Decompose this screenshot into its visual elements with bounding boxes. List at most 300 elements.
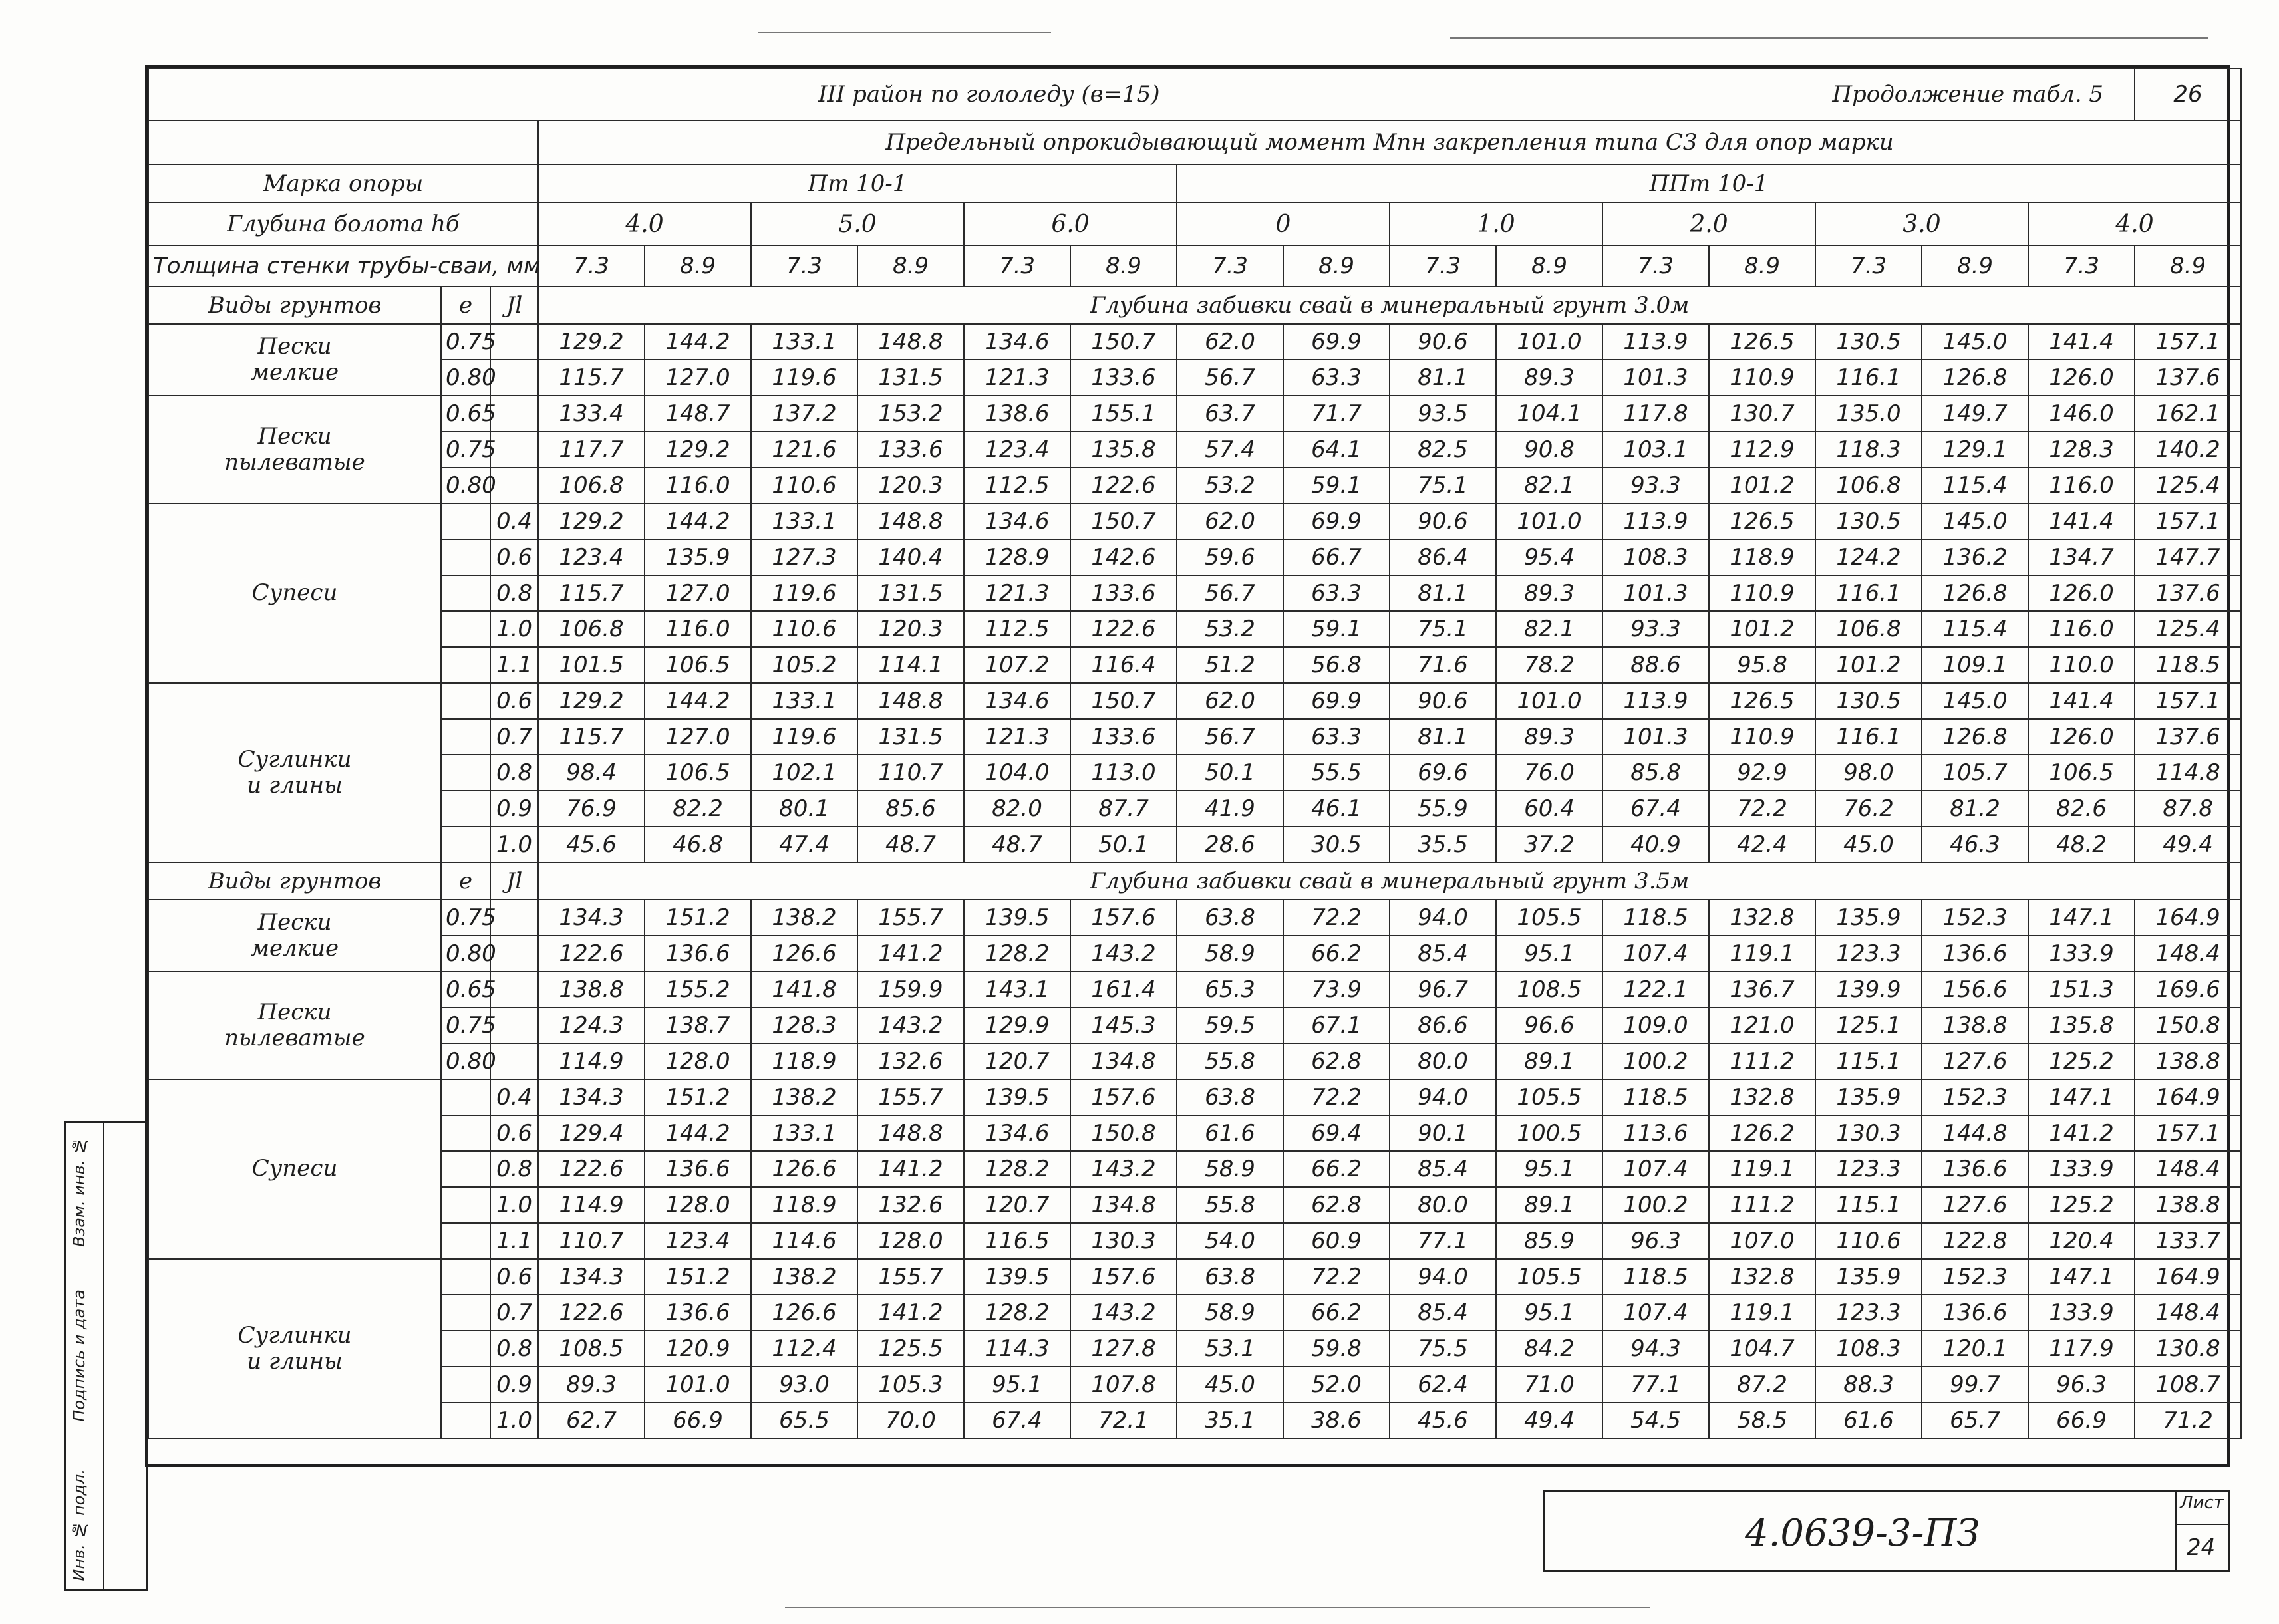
soil-type-name [148,324,441,396]
moment-value: 96.3 [1602,1223,1709,1259]
moment-value: 123.3 [1815,936,1922,972]
moment-value: 123.3 [1815,1295,1922,1331]
wall-thickness-value: 8.9 [1496,245,1602,287]
moment-value: 61.6 [1177,1115,1283,1151]
soil-type-line: Пески [257,998,332,1025]
moment-value: 111.2 [1709,1043,1815,1079]
moment-value: 58.5 [1709,1403,1815,1438]
moment-value: 134.6 [964,683,1070,719]
moment-value: 118.5 [1602,900,1709,936]
region-title: III район по гололеду (в=15) [818,81,1160,108]
moment-value: 66.2 [1283,1151,1390,1187]
table-row [148,360,2241,396]
moment-value: 148.4 [2135,936,2241,972]
moment-value: 139.5 [964,900,1070,936]
liquidity-value: 0.8 [490,755,538,791]
moment-value: 128.9 [964,539,1070,575]
moment-value: 90.1 [1390,1115,1496,1151]
moment-value: 122.6 [538,1295,645,1331]
moment-value: 113.0 [1070,755,1177,791]
moment-value: 118.5 [2135,647,2241,683]
moment-value: 110.0 [2028,647,2135,683]
wall-thickness-value: 7.3 [751,245,857,287]
moment-value: 51.2 [1177,647,1283,683]
liquidity-value: 0.6 [490,1259,538,1295]
il-label: Jl [490,287,538,324]
moment-value: 77.1 [1602,1367,1709,1403]
porosity-value [441,539,490,575]
moment-value: 69.4 [1283,1115,1390,1151]
moment-value: 162.1 [2135,396,2241,432]
moment-value: 82.1 [1496,468,1602,503]
table-row [148,539,2241,575]
moment-value: 125.1 [1815,1008,1922,1043]
moment-value: 133.1 [751,503,857,539]
moment-value: 126.8 [1922,719,2028,755]
moment-value: 169.6 [2135,972,2241,1008]
moment-value: 90.6 [1390,683,1496,719]
moment-value: 80.1 [751,791,857,827]
moment-value: 115.7 [538,575,645,611]
moment-value: 56.7 [1177,575,1283,611]
liquidity-value [490,396,538,432]
soil-type-line: мелкие [250,935,339,962]
liquidity-value: 1.0 [490,1403,538,1438]
moment-value: 144.2 [645,324,751,360]
moment-value: 119.1 [1709,1151,1815,1187]
moment-value: 116.0 [2028,611,2135,647]
soil-type-line: и глины [247,772,343,799]
wall-thickness-value: 8.9 [1709,245,1815,287]
moment-value: 112.9 [1709,432,1815,468]
moment-value: 164.9 [2135,900,2241,936]
moment-value: 61.6 [1815,1403,1922,1438]
moment-value: 53.1 [1177,1331,1283,1367]
moment-value: 148.4 [2135,1295,2241,1331]
soil-type-line: мелкие [250,359,339,386]
table-row [148,1367,2241,1403]
moment-value: 72.2 [1283,1259,1390,1295]
moment-value: 59.1 [1283,611,1390,647]
moment-value: 148.8 [857,324,964,360]
moment-value: 114.9 [538,1187,645,1223]
moment-value: 108.7 [2135,1367,2241,1403]
moment-value: 30.5 [1283,827,1390,863]
moment-value: 133.6 [857,432,964,468]
table-row [148,1223,2241,1259]
moment-value: 28.6 [1177,827,1283,863]
swamp-depth-value: 5.0 [751,203,964,245]
liquidity-value: 0.8 [490,1151,538,1187]
liquidity-value: 0.7 [490,719,538,755]
liquidity-value [490,1008,538,1043]
table-row [148,827,2241,863]
liquidity-value [490,360,538,396]
moment-value: 148.8 [857,503,964,539]
moment-value: 128.2 [964,936,1070,972]
liquidity-value: 0.9 [490,791,538,827]
moment-table [148,68,2242,1439]
moment-value: 62.0 [1177,683,1283,719]
moment-value: 137.2 [751,396,857,432]
moment-value: 84.2 [1496,1331,1602,1367]
moment-value: 58.9 [1177,1295,1283,1331]
moment-value: 144.8 [1922,1115,2028,1151]
e-label: е [441,863,490,900]
moment-value: 81.2 [1922,791,2028,827]
moment-value: 54.0 [1177,1223,1283,1259]
moment-value: 105.2 [751,647,857,683]
moment-value: 120.7 [964,1043,1070,1079]
moment-value: 35.1 [1177,1403,1283,1438]
moment-value: 157.1 [2135,324,2241,360]
moment-value: 150.8 [2135,1008,2241,1043]
moment-value: 107.8 [1070,1367,1177,1403]
moment-value: 107.4 [1602,936,1709,972]
moment-value: 129.2 [645,432,751,468]
moment-value: 138.8 [2135,1043,2241,1079]
moment-value: 124.3 [538,1008,645,1043]
moment-value: 65.5 [751,1403,857,1438]
table-row [148,1151,2241,1187]
moment-value: 119.6 [751,575,857,611]
moment-value: 110.6 [1815,1223,1922,1259]
moment-value: 88.3 [1815,1367,1922,1403]
moment-value: 116.0 [2028,468,2135,503]
moment-value: 126.5 [1709,324,1815,360]
moment-value: 45.6 [538,827,645,863]
moment-value: 88.6 [1602,647,1709,683]
moment-value: 150.7 [1070,503,1177,539]
moment-value: 120.3 [857,468,964,503]
moment-value: 106.5 [2028,755,2135,791]
moment-value: 150.7 [1070,683,1177,719]
moment-value: 101.0 [1496,503,1602,539]
moment-value: 72.2 [1709,791,1815,827]
moment-value: 63.3 [1283,575,1390,611]
porosity-value [441,1187,490,1223]
moment-value: 96.3 [2028,1367,2135,1403]
porosity-value [441,827,490,863]
section-title: Глубина забивки свай в минеральный грунт 3.5м [538,863,2241,900]
moment-value: 56.8 [1283,647,1390,683]
moment-value: 107.0 [1709,1223,1815,1259]
moment-value: 127.0 [645,575,751,611]
porosity-value [441,1331,490,1367]
moment-value: 122.8 [1922,1223,2028,1259]
moment-value: 113.9 [1602,324,1709,360]
moment-value: 66.2 [1283,1295,1390,1331]
porosity-value [441,1115,490,1151]
moment-value: 118.9 [751,1043,857,1079]
liquidity-value: 0.6 [490,539,538,575]
moment-value: 122.6 [538,936,645,972]
moment-value: 129.1 [1922,432,2028,468]
moment-value: 89.3 [1496,719,1602,755]
table-row [148,503,2241,539]
moment-value: 145.3 [1070,1008,1177,1043]
moment-value: 140.2 [2135,432,2241,468]
moment-value: 95.1 [964,1367,1070,1403]
moment-value: 67.4 [964,1403,1070,1438]
porosity-value [441,683,490,719]
moment-value: 71.7 [1283,396,1390,432]
moment-value: 85.8 [1602,755,1709,791]
moment-value: 102.1 [751,755,857,791]
wall-thickness-value: 8.9 [645,245,751,287]
table-row [148,900,2241,936]
moment-value: 87.8 [2135,791,2241,827]
moment-value: 81.1 [1390,360,1496,396]
moment-value: 48.2 [2028,827,2135,863]
moment-value: 130.8 [2135,1331,2241,1367]
porosity-value: 0.80 [441,1043,490,1079]
moment-value: 89.3 [1496,575,1602,611]
moment-value: 101.0 [645,1367,751,1403]
table-row [148,1187,2241,1223]
moment-value: 128.3 [751,1008,857,1043]
moment-value: 134.8 [1070,1187,1177,1223]
moment-value: 147.1 [2028,1079,2135,1115]
soil-type-line: Суглинки [237,1321,352,1349]
moment-value: 134.7 [2028,539,2135,575]
table-row [148,719,2241,755]
moment-value: 35.5 [1390,827,1496,863]
moment-value: 157.1 [2135,683,2241,719]
moment-value: 121.0 [1709,1008,1815,1043]
sign-label: Подпись и дата [70,1289,88,1422]
moment-value: 100.2 [1602,1043,1709,1079]
moment-value: 81.1 [1390,575,1496,611]
liquidity-value: 0.8 [490,1331,538,1367]
moment-value: 141.2 [2028,1115,2135,1151]
soil-type-name [148,972,441,1079]
moment-value: 95.1 [1496,1151,1602,1187]
moment-value: 114.3 [964,1331,1070,1367]
moment-value: 94.0 [1390,1259,1496,1295]
moment-value: 104.0 [964,755,1070,791]
moment-value: 126.8 [1922,575,2028,611]
moment-value: 65.7 [1922,1403,2028,1438]
liquidity-value: 1.0 [490,611,538,647]
moment-value: 77.1 [1390,1223,1496,1259]
page-number: 26 [2135,68,2241,120]
moment-value: 93.0 [751,1367,857,1403]
moment-value: 132.6 [857,1187,964,1223]
moment-value: 105.5 [1496,1079,1602,1115]
moment-value: 101.3 [1602,575,1709,611]
moment-value: 69.9 [1283,324,1390,360]
moment-value: 55.8 [1177,1187,1283,1223]
moment-value: 143.1 [964,972,1070,1008]
moment-value: 144.2 [645,683,751,719]
moment-value: 127.0 [645,360,751,396]
moment-value: 41.9 [1177,791,1283,827]
swamp-depth-value: 3.0 [1815,203,2028,245]
liquidity-value: 0.4 [490,1079,538,1115]
moment-value: 134.6 [964,503,1070,539]
moment-value: 136.6 [645,936,751,972]
section-title: Глубина забивки свай в минеральный грунт 3.0м [538,287,2241,324]
moment-value: 101.2 [1709,468,1815,503]
moment-value: 130.5 [1815,683,1922,719]
moment-value: 87.2 [1709,1367,1815,1403]
moment-value: 119.1 [1709,936,1815,972]
moment-value: 152.3 [1922,900,2028,936]
wall-thickness-value: 7.3 [1390,245,1496,287]
wall-thickness-value: 8.9 [2135,245,2241,287]
wall-thickness-value: 7.3 [1602,245,1709,287]
porosity-value: 0.80 [441,468,490,503]
wall-thickness-value: 7.3 [964,245,1070,287]
moment-value: 70.0 [857,1403,964,1438]
liquidity-value [490,432,538,468]
moment-value: 122.6 [1070,611,1177,647]
porosity-value: 0.80 [441,936,490,972]
moment-value: 55.5 [1283,755,1390,791]
moment-value: 42.4 [1709,827,1815,863]
moment-value: 109.1 [1922,647,2028,683]
moment-value: 133.4 [538,396,645,432]
moment-value: 107.4 [1602,1295,1709,1331]
moment-value: 147.7 [2135,539,2241,575]
moment-value: 106.8 [538,468,645,503]
moment-value: 111.2 [1709,1187,1815,1223]
moment-value: 116.0 [645,611,751,647]
moment-value: 115.1 [1815,1187,1922,1223]
liquidity-value: 1.1 [490,1223,538,1259]
soil-type-line: пылеватые [224,449,365,475]
moment-value: 134.6 [964,1115,1070,1151]
moment-value: 128.0 [645,1187,751,1223]
moment-value: 143.2 [1070,1295,1177,1331]
e-label: е [441,287,490,324]
moment-value: 133.6 [1070,575,1177,611]
moment-value: 128.0 [645,1043,751,1079]
moment-value: 135.0 [1815,396,1922,432]
moment-value: 89.3 [538,1367,645,1403]
moment-value: 120.3 [857,611,964,647]
moment-value: 107.4 [1602,1151,1709,1187]
moment-value: 120.9 [645,1331,751,1367]
moment-value: 59.8 [1283,1331,1390,1367]
porosity-value: 0.75 [441,432,490,468]
table-row [148,683,2241,719]
moment-value: 108.3 [1815,1331,1922,1367]
moment-value: 52.0 [1283,1367,1390,1403]
moment-value: 136.6 [1922,1151,2028,1187]
moment-value: 96.7 [1390,972,1496,1008]
moment-value: 136.7 [1709,972,1815,1008]
moment-value: 65.3 [1177,972,1283,1008]
moment-value: 82.6 [2028,791,2135,827]
moment-value: 62.4 [1390,1367,1496,1403]
soil-types-label: Виды грунтов [148,287,441,324]
porosity-value [441,1259,490,1295]
moment-value: 151.3 [2028,972,2135,1008]
moment-value: 153.2 [857,396,964,432]
liquidity-value [490,468,538,503]
moment-value: 108.5 [1496,972,1602,1008]
moment-value: 133.9 [2028,1295,2135,1331]
moment-value: 135.9 [1815,900,1922,936]
table-row [148,611,2241,647]
porosity-value [441,647,490,683]
moment-value: 58.9 [1177,1151,1283,1187]
moment-value: 60.9 [1283,1223,1390,1259]
moment-value: 90.6 [1390,324,1496,360]
moment-value: 62.0 [1177,324,1283,360]
moment-value: 141.2 [857,936,964,972]
moment-value: 53.2 [1177,611,1283,647]
soil-type-name [148,683,441,863]
table-row [148,468,2241,503]
moment-value: 71.0 [1496,1367,1602,1403]
moment-value: 155.7 [857,1259,964,1295]
moment-value: 148.4 [2135,1151,2241,1187]
liquidity-value: 0.8 [490,575,538,611]
moment-value: 132.8 [1709,1079,1815,1115]
moment-value: 141.4 [2028,324,2135,360]
moment-value: 63.8 [1177,900,1283,936]
moment-value: 72.1 [1070,1403,1177,1438]
soil-types-label: Виды грунтов [148,863,441,900]
moment-value: 125.2 [2028,1187,2135,1223]
moment-value: 62.0 [1177,503,1283,539]
moment-value: 149.7 [1922,396,2028,432]
subtitle: Предельный опрокидывающий момент Мпн закрепления типа С3 для опор марки [538,120,2241,164]
table-row [148,755,2241,791]
moment-value: 141.2 [857,1151,964,1187]
moment-value: 101.3 [1602,719,1709,755]
side-stamp [64,1121,148,1591]
moment-value: 72.2 [1283,1079,1390,1115]
liquidity-value: 0.9 [490,1367,538,1403]
moment-value: 134.8 [1070,1043,1177,1079]
moment-value: 125.4 [2135,611,2241,647]
moment-value: 116.1 [1815,360,1922,396]
liquidity-value: 0.6 [490,683,538,719]
moment-value: 118.5 [1602,1259,1709,1295]
soil-type-line: пылеватые [224,1025,365,1051]
moment-value: 49.4 [2135,827,2241,863]
moment-value: 125.2 [2028,1043,2135,1079]
table-row [148,1403,2241,1438]
moment-value: 60.4 [1496,791,1602,827]
moment-value: 164.9 [2135,1079,2241,1115]
moment-value: 119.6 [751,719,857,755]
moment-value: 129.9 [964,1008,1070,1043]
moment-value: 95.4 [1496,539,1602,575]
moment-value: 157.6 [1070,1259,1177,1295]
moment-value: 126.0 [2028,719,2135,755]
moment-value: 133.9 [2028,1151,2135,1187]
moment-value: 87.7 [1070,791,1177,827]
moment-value: 122.6 [538,1151,645,1187]
porosity-value [441,1367,490,1403]
moment-value: 89.1 [1496,1187,1602,1223]
moment-value: 144.2 [645,503,751,539]
soil-type-line: Пески [257,333,332,360]
table-row [148,324,2241,360]
moment-value: 133.6 [1070,719,1177,755]
moment-value: 45.6 [1390,1403,1496,1438]
porosity-value [441,719,490,755]
moment-value: 110.7 [538,1223,645,1259]
moment-value: 135.9 [1815,1259,1922,1295]
moment-value: 112.5 [964,611,1070,647]
moment-value: 126.6 [751,1295,857,1331]
